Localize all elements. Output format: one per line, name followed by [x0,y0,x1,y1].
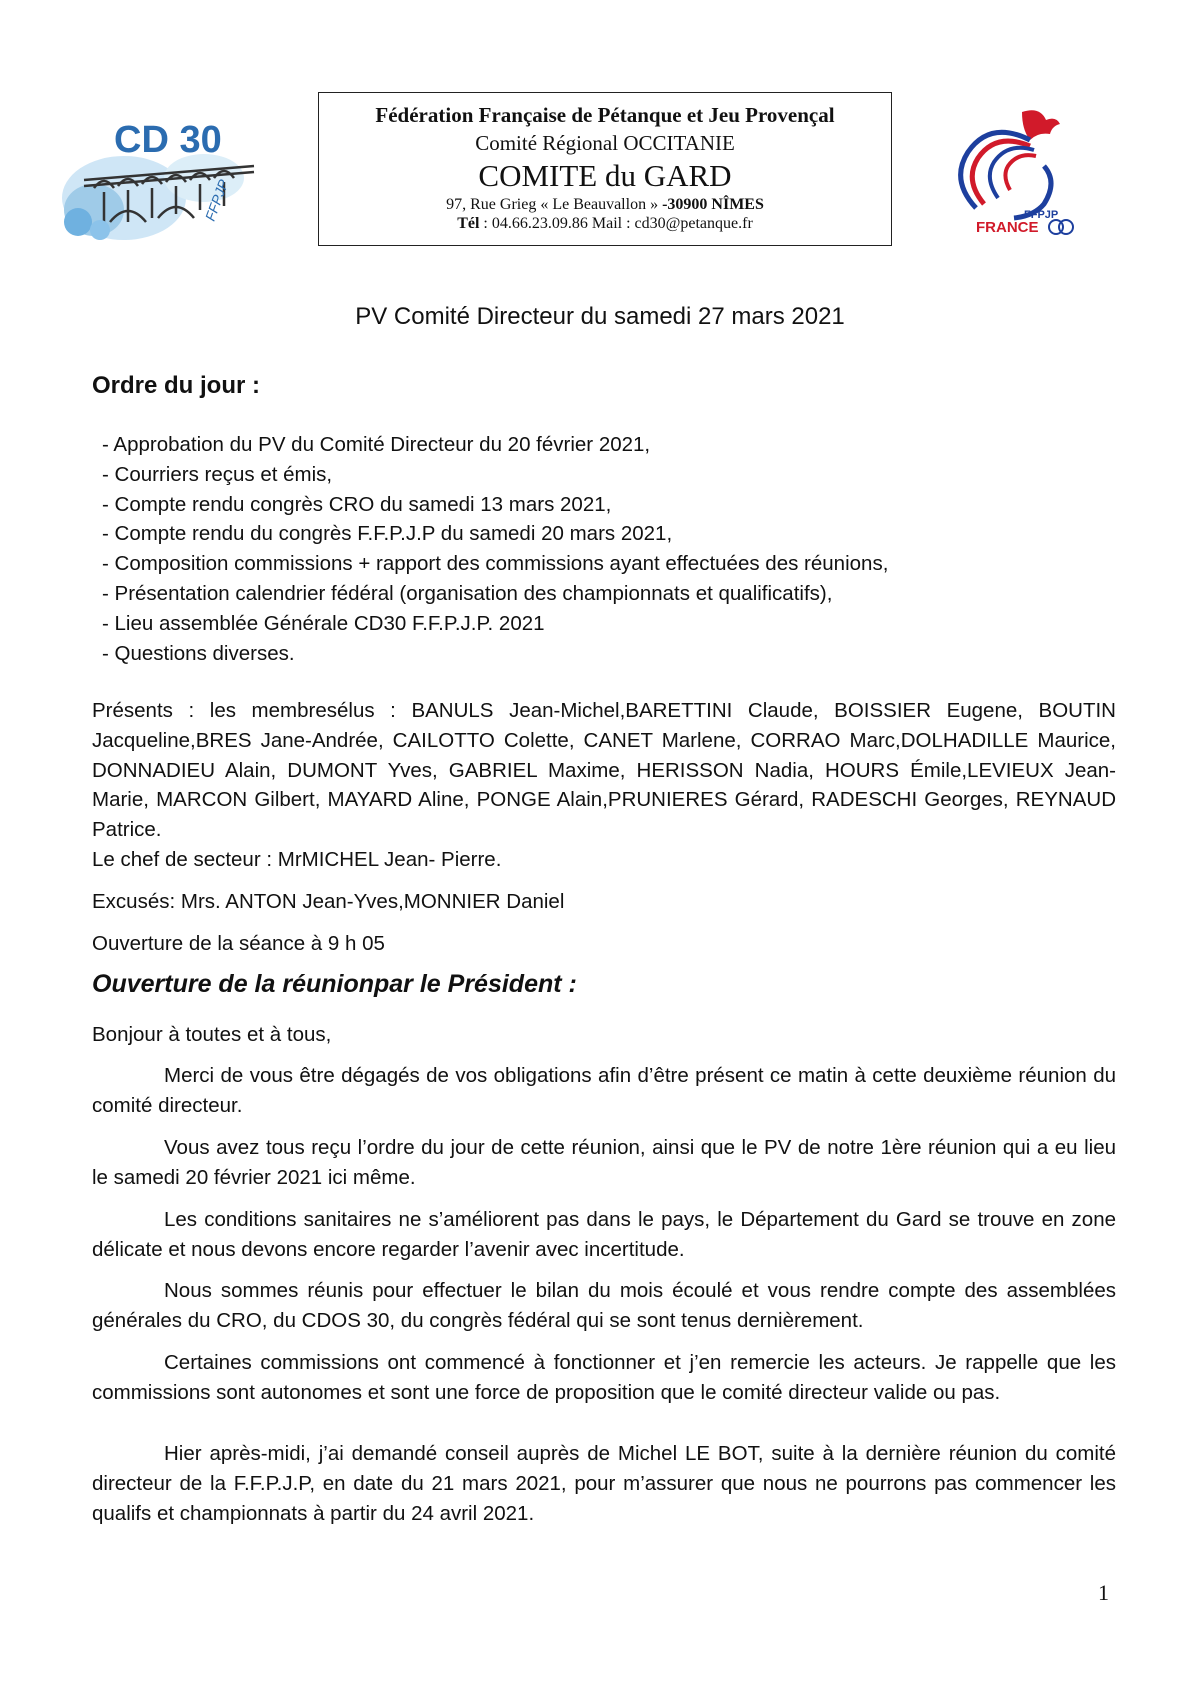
agenda-item: - Compte rendu du congrès F.F.P.J.P du samedi 20 mars 2021, [102,522,673,546]
regional-committee: Comité Régional OCCITANIE [475,131,735,155]
president-heading: Ouverture de la réunionpar le Président : [92,970,577,998]
president-paragraph: Les conditions sanitaires ne s’améliorent pas dans le pays, le Département du Gard se trouve en zone délicate et nous devons encore regarder l’avenir avec incertitude. [92,1208,1116,1261]
cd30-logo-sub: FFPJP [201,177,232,224]
page-number: 1 [1098,1580,1109,1605]
address-line [319,196,891,214]
letterhead-box [318,92,892,246]
sector-chief: Le chef de secteur : MrMICHEL Jean- Pierre. [92,848,502,871]
greeting: Bonjour à toutes et à tous, [92,1023,332,1046]
president-paragraph: Hier après-midi, j’ai demandé conseil auprès de Michel LE BOT, suite à la dernière réunion du comité directeur de la F.F.P.J.P, en date du 21 mars 2021, pour m’assurer que nous ne pourrons pas commencer les qualifs et championnats à partir du 24 avril 2021. [92,1442,1116,1525]
president-paragraph: Merci de vous être dégagés de vos obligations afin d’être présent ce matin à cette deuxième réunion du comité directeur. [92,1064,1116,1117]
opening-time: Ouverture de la séance à 9 h 05 [92,932,385,955]
contact-details: : 04.66.23.09.86 Mail : cd30@petanque.fr [479,215,753,232]
agenda-item: - Courriers reçus et émis, [102,462,333,486]
committee-name: COMITE du GARD [478,158,732,193]
cd30-logo [54,118,274,248]
agenda-item: - Approbation du PV du Comité Directeur du 20 février 2021, [102,433,651,456]
document-title: PV Comité Directeur du samedi 27 mars 2021 [355,303,845,330]
president-paragraph: Vous avez tous reçu l’ordre du jour de cette réunion, ainsi que le PV de notre 1ère réunion qui a eu lieu le samedi 20 février 2021 ici même. [92,1136,1116,1189]
attendees-present: Présents : les membresélus : BANULS Jean-Michel,BARETTINI Claude, BOISSIER Eugene, BOUTIN Jacqueline,BRES Jane-Andrée, CAILOTTO Colette, CANET Marlene, CORRAO Marc,DOLHADILLE Maurice, DONNADIEU Alain, DUMONT Yves, GABRIEL Maxime, HERISSON Nadia, HOURS Émile,LEVIEUX Jean-Marie, MARCON Gilbert, MAYARD Aline, PONGE Alain,PRUNIERES Gérard, RADESCHI Georges, REYNAUD Patrice. [92,699,1116,842]
federation-name: Fédération Française de Pétanque et Jeu Provençal [375,103,835,127]
address-street: 97, Rue Grieg « Le Beauvallon » [446,196,663,213]
agenda-heading: Ordre du jour : [92,372,260,399]
excused-members: Excusés: Mrs. ANTON Jean-Yves,MONNIER Daniel [92,890,565,913]
ffpjp-logo [944,106,1084,246]
president-paragraph: Certaines commissions ont commencé à fonctionner et j’en remercie les acteurs. Je rappelle que les commissions sont autonomes et sont une force de proposition que le comité directeur valide ou pas. [92,1351,1116,1404]
president-paragraph: Nous sommes réunis pour effectuer le bilan du mois écoulé et vous rendre compte des assemblées générales du CRO, du CDOS 30, du congrès fédéral qui se sont tenus dernièrement. [92,1279,1116,1332]
agenda-item: - Lieu assemblée Générale CD30 F.F.P.J.P. 2021 [102,611,545,635]
ffpjp-logo-bottom: FRANCE [976,219,1039,236]
agenda-list [102,430,888,668]
agenda-item: - Composition commissions + rapport des commissions ayant effectuées des réunions, [102,552,889,576]
tel-label: Tél [457,215,480,232]
cd30-logo-text: CD 30 [114,119,222,161]
agenda-item: - Présentation calendrier fédéral (organisation des championnats et qualificatifs), [102,581,833,605]
ffpjp-logo-top: FFPJP [1024,209,1059,221]
agenda-item: - Questions diverses. [102,641,295,665]
contact-line [319,215,891,233]
address-city: -30900 NÎMES [662,196,764,213]
agenda-item: - Compte rendu congrès CRO du samedi 13 mars 2021, [102,492,612,516]
